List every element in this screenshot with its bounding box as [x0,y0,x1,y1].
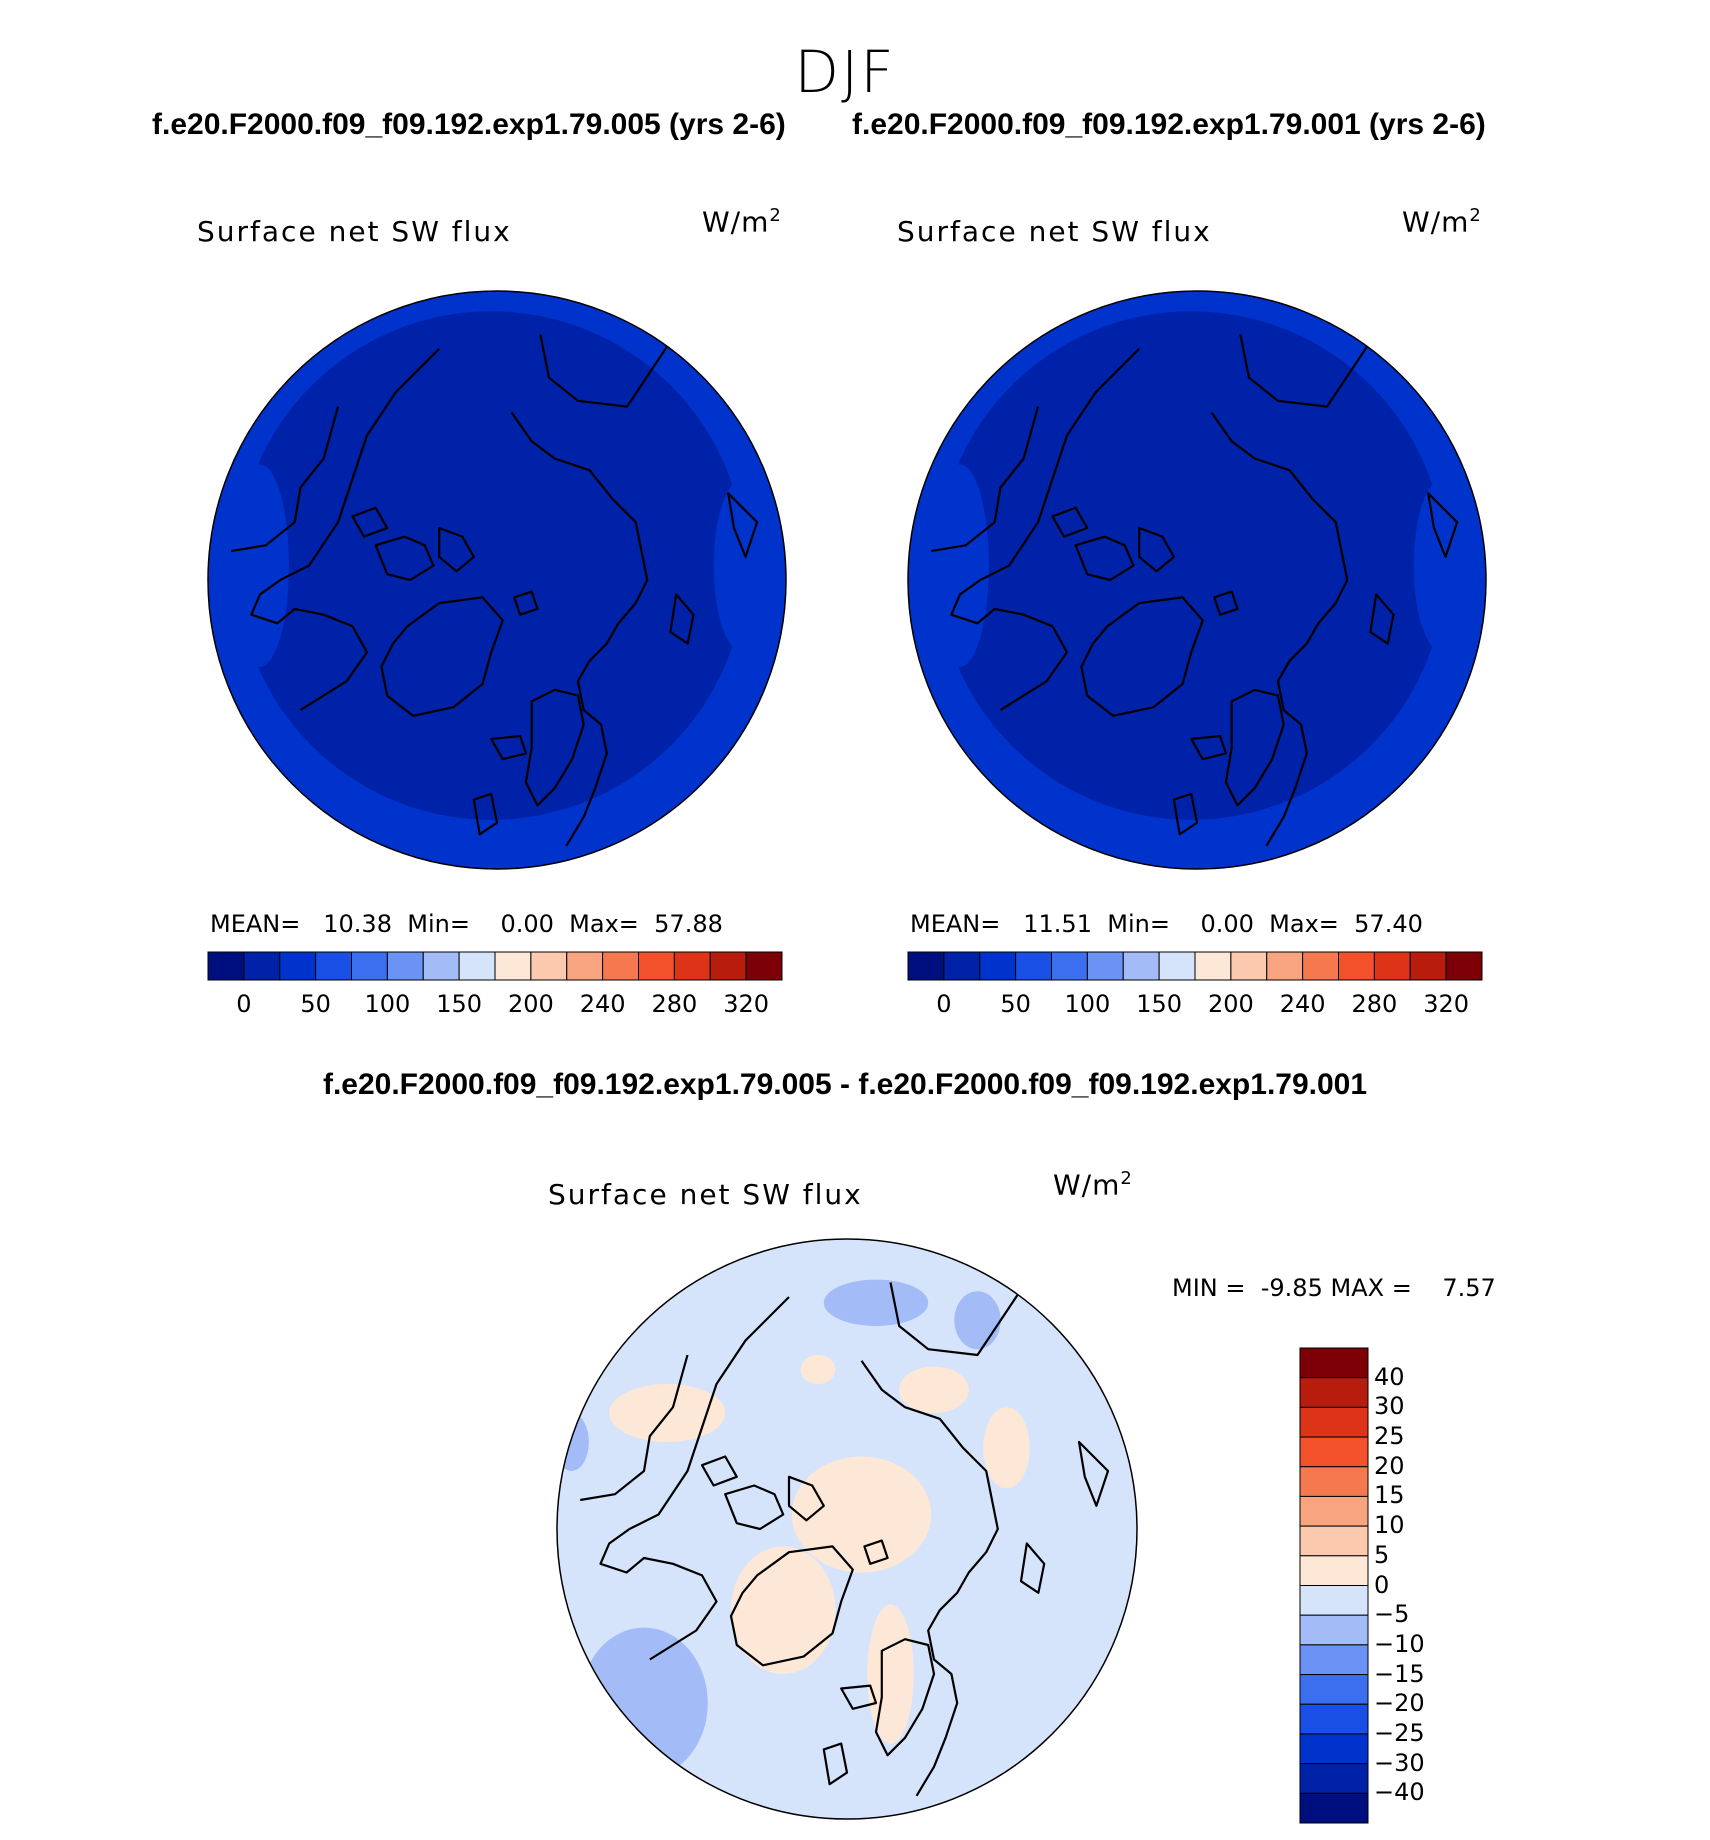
panel2-mean-label: MEAN= [910,910,1001,938]
panel3-min-label: MIN = [1172,1274,1246,1302]
field-band-east [714,479,772,652]
panel3-units: $W/m^2$ [1053,1168,1133,1202]
colorbar-box [352,952,388,980]
colorbar-tick-label: 150 [1136,990,1183,1018]
panel2-polar-map [900,290,1494,870]
colorbar-box [1267,952,1303,980]
colorbar-box [603,952,639,980]
colorbar-tick-label: 30 [1374,1392,1405,1421]
colorbar-box [316,952,352,980]
panel2-min-label: Min= [1107,910,1170,938]
colorbar-box [1300,1764,1368,1794]
panel2-max-value: 57.40 [1354,910,1423,938]
panel2-stats [910,910,1423,938]
colorbar-box [1123,952,1159,980]
panel2-colorbar [908,952,1482,980]
colorbar-tick-label: 240 [579,990,626,1018]
colorbar-tick-label: 40 [1374,1362,1405,1391]
panel3-polar-map [551,1238,1143,1820]
colorbar-box [1300,1526,1368,1556]
colorbar-tick-label: 50 [1000,990,1031,1018]
field-band-east [1414,479,1472,652]
field-negative-patch [954,1291,1000,1349]
colorbar-box [639,952,675,980]
colorbar-tick-label: 0 [1374,1570,1390,1599]
colorbar-box [1410,952,1446,980]
colorbar-box [944,952,980,980]
field-positive-patch [867,1604,913,1743]
colorbar-box [746,952,782,980]
field-band-west [231,464,289,666]
colorbar-box [1303,952,1339,980]
colorbar-box [1300,1496,1368,1526]
colorbar-tick-label: 50 [300,990,331,1018]
colorbar-tick-label: 200 [1207,990,1254,1018]
colorbar-tick-label: 20 [1374,1451,1405,1480]
colorbar-box [1374,952,1410,980]
field-core [937,311,1446,820]
colorbar-box [567,952,603,980]
colorbar-box [387,952,423,980]
diff-title: f.e20.F2000.f09_f09.192.exp1.79.005 - f.e20.F2000.f09_f09.192.exp1.79.001 [322,1068,1368,1101]
colorbar-box [710,952,746,980]
panel2-min-value: 0.00 [1200,910,1254,938]
case2-title: f.e20.F2000.f09_f09.192.exp1.79.001 (yrs 2-6) [852,108,1486,141]
panel3-variable-title: Surface net SW flux [548,1178,863,1211]
colorbar-tick-label: 280 [651,990,698,1018]
colorbar-box [980,952,1016,980]
field-core [237,311,746,820]
colorbar-box [423,952,459,980]
colorbar-tick-label: −25 [1374,1718,1425,1747]
case1-title: f.e20.F2000.f09_f09.192.exp1.79.005 (yrs 2-6) [152,108,786,141]
colorbar-box [1087,952,1123,980]
colorbar-box [1052,952,1088,980]
colorbar-box [1300,1793,1368,1823]
colorbar-tick-label: 240 [1279,990,1326,1018]
colorbar-tick-label: 100 [1064,990,1111,1018]
colorbar-tick-label: 200 [507,990,554,1018]
colorbar-box [1300,1615,1368,1645]
panel2-units: $W/m^2$ [1402,205,1482,239]
colorbar-tick-label: −15 [1374,1659,1425,1688]
colorbar-tick-label: 5 [1374,1540,1390,1569]
panel2-variable-title: Surface net SW flux [897,215,1212,248]
colorbar-box [1300,1645,1368,1675]
colorbar-box [1300,1556,1368,1586]
field-band-west [931,464,989,666]
panel1-stats [210,910,723,938]
panel1-min-label: Min= [407,910,470,938]
colorbar-tick-label: 10 [1374,1511,1405,1540]
colorbar-tick-label: 280 [1351,990,1398,1018]
colorbar-box [208,952,244,980]
colorbar-box [1300,1734,1368,1764]
map-field [908,291,1486,869]
field-positive-patch [983,1407,1029,1488]
panel1-polar-map [200,290,794,870]
colorbar-box [1195,952,1231,980]
panel3-max-label: MAX = [1330,1274,1412,1302]
colorbar-tick-label: 320 [723,990,770,1018]
colorbar-tick-label: −5 [1374,1600,1410,1629]
colorbar-box [1446,952,1482,980]
field-negative-patch [554,1413,589,1471]
panel1-colorbar [208,952,782,980]
field-positive-patch [731,1546,835,1674]
panel1-mean-value: 10.38 [323,910,392,938]
colorbar-tick-label: 0 [236,990,252,1018]
colorbar-box [1300,1378,1368,1408]
colorbar-box [1300,1675,1368,1705]
panel1-variable-title: Surface net SW flux [197,215,512,248]
colorbar-tick-label: −30 [1374,1748,1425,1777]
colorbar-box [1339,952,1375,980]
colorbar-box [280,952,316,980]
colorbar-box [908,952,944,980]
field-positive-patch [801,1355,836,1384]
panel3-max-value: 7.57 [1442,1274,1496,1302]
colorbar-tick-label: −40 [1374,1778,1425,1807]
panel1-max-value: 57.88 [654,910,723,938]
panel1-max-label: Max= [569,910,639,938]
field-negative-patch [580,1628,708,1779]
panel2-mean-value: 11.51 [1023,910,1092,938]
colorbar-box [1231,952,1267,980]
colorbar-tick-label: −10 [1374,1629,1425,1658]
colorbar-tick-label: 150 [436,990,483,1018]
panel1-units: $W/m^2$ [702,205,782,239]
colorbar-box [1300,1407,1368,1437]
colorbar-box [531,952,567,980]
colorbar-box [1300,1467,1368,1497]
season-title: DJF [794,38,896,106]
map-field [208,291,786,869]
colorbar-box [1159,952,1195,980]
colorbar-box [1300,1704,1368,1734]
colorbar-box [1300,1586,1368,1616]
panel3-stats [1172,1274,1496,1302]
colorbar-box [1300,1348,1368,1378]
field-negative-patch [824,1280,928,1326]
colorbar-box [459,952,495,980]
colorbar-box [244,952,280,980]
colorbar-box [1016,952,1052,980]
colorbar-tick-label: 0 [936,990,952,1018]
colorbar-tick-label: 100 [364,990,411,1018]
colorbar-box [1300,1437,1368,1467]
panel2-max-label: Max= [1269,910,1339,938]
map-field [554,1239,1137,1819]
panel1-min-value: 0.00 [500,910,554,938]
colorbar-box [674,952,710,980]
colorbar-tick-label: 25 [1374,1422,1405,1451]
colorbar-tick-label: 15 [1374,1481,1405,1510]
colorbar-box [495,952,531,980]
panel3-min-value: -9.85 [1260,1274,1323,1302]
colorbar-tick-label: 320 [1423,990,1470,1018]
colorbar-tick-label: −20 [1374,1689,1425,1718]
panel1-mean-label: MEAN= [210,910,301,938]
panel3-colorbar [1300,1348,1368,1823]
field-positive-patch [899,1367,969,1413]
